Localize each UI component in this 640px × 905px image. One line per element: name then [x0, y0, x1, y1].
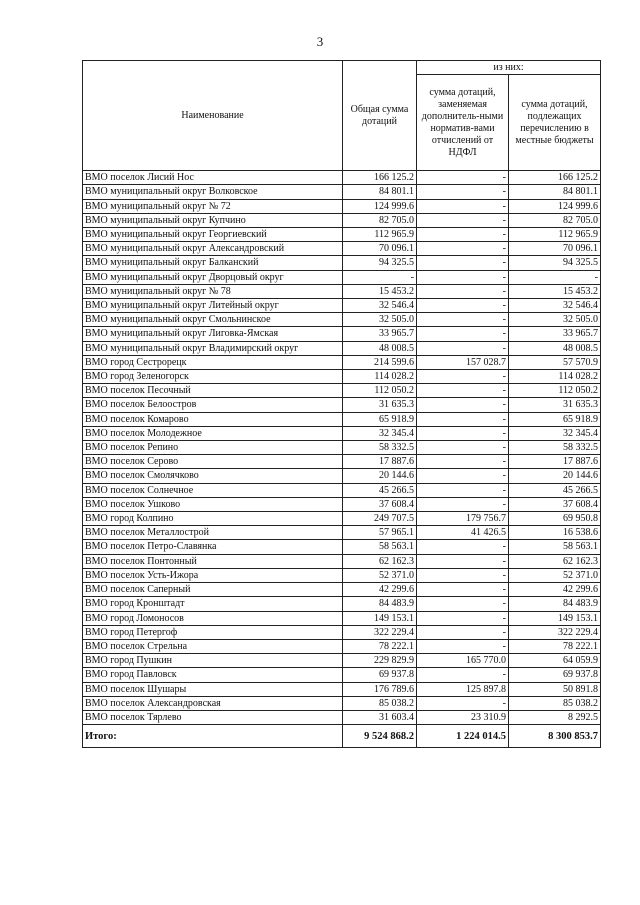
- cell-local: 82 705.0: [509, 213, 601, 227]
- cell-ndfl: -: [417, 341, 509, 355]
- cell-local: 48 008.5: [509, 341, 601, 355]
- cell-total: 214 599.6: [343, 355, 417, 369]
- table-row: [83, 299, 601, 313]
- header-group: из них:: [417, 61, 601, 75]
- table-body: [83, 171, 601, 748]
- header-name: Наименование: [83, 61, 343, 171]
- cell-total: 114 028.2: [343, 370, 417, 384]
- cell-total: 37 608.4: [343, 497, 417, 511]
- total-label: Итого:: [83, 725, 343, 748]
- table-row: [83, 441, 601, 455]
- table-row: [83, 213, 601, 227]
- cell-name: ВМО муниципальный округ Владимирский округ: [83, 341, 343, 355]
- total-local: 8 300 853.7: [509, 725, 601, 748]
- cell-ndfl: 157 028.7: [417, 355, 509, 369]
- table-row: [83, 398, 601, 412]
- table-row: [83, 597, 601, 611]
- cell-name: ВМО поселок Шушары: [83, 682, 343, 696]
- table-row: [83, 696, 601, 710]
- cell-total: 42 299.6: [343, 583, 417, 597]
- cell-local: 112 965.9: [509, 228, 601, 242]
- cell-local: 32 546.4: [509, 299, 601, 313]
- cell-local: 149 153.1: [509, 611, 601, 625]
- cell-name: ВМО поселок Лисий Нос: [83, 171, 343, 185]
- cell-ndfl: -: [417, 639, 509, 653]
- cell-local: 42 299.6: [509, 583, 601, 597]
- cell-ndfl: -: [417, 540, 509, 554]
- table-row: [83, 242, 601, 256]
- cell-ndfl: -: [417, 412, 509, 426]
- cell-ndfl: -: [417, 426, 509, 440]
- cell-ndfl: -: [417, 554, 509, 568]
- cell-name: ВМО муниципальный округ № 78: [83, 284, 343, 298]
- cell-local: 37 608.4: [509, 497, 601, 511]
- cell-local: 17 887.6: [509, 455, 601, 469]
- header-total: Общая сумма дотаций: [343, 61, 417, 171]
- cell-ndfl: -: [417, 284, 509, 298]
- table-row: [83, 668, 601, 682]
- table-row: [83, 455, 601, 469]
- cell-local: 57 570.9: [509, 355, 601, 369]
- cell-local: 65 918.9: [509, 412, 601, 426]
- header-col-a: сумма дотаций, заменяемая дополнитель-ными норматив-вами отчислений от НДФЛ: [417, 75, 509, 171]
- cell-total: 85 038.2: [343, 696, 417, 710]
- cell-local: 124 999.6: [509, 199, 601, 213]
- cell-total: 112 965.9: [343, 228, 417, 242]
- cell-total: 166 125.2: [343, 171, 417, 185]
- cell-name: ВМО поселок Тярлево: [83, 710, 343, 724]
- page-number: 3: [316, 34, 324, 49]
- cell-total: 112 050.2: [343, 384, 417, 398]
- cell-ndfl: 125 897.8: [417, 682, 509, 696]
- cell-ndfl: -: [417, 242, 509, 256]
- cell-name: ВМО город Кронштадт: [83, 597, 343, 611]
- cell-total: 57 965.1: [343, 526, 417, 540]
- cell-name: ВМО город Пушкин: [83, 654, 343, 668]
- cell-name: ВМО поселок Саперный: [83, 583, 343, 597]
- cell-local: 33 965.7: [509, 327, 601, 341]
- table-row: [83, 469, 601, 483]
- table-row: [83, 483, 601, 497]
- cell-local: 166 125.2: [509, 171, 601, 185]
- cell-ndfl: -: [417, 313, 509, 327]
- subsidy-table: [82, 60, 601, 748]
- cell-ndfl: -: [417, 469, 509, 483]
- cell-total: 78 222.1: [343, 639, 417, 653]
- total-row: [83, 725, 601, 748]
- cell-total: 62 162.3: [343, 554, 417, 568]
- cell-local: 69 950.8: [509, 512, 601, 526]
- cell-total: 33 965.7: [343, 327, 417, 341]
- cell-ndfl: -: [417, 256, 509, 270]
- table-row: [83, 185, 601, 199]
- table-row: [83, 554, 601, 568]
- cell-name: ВМО город Сестрорецк: [83, 355, 343, 369]
- cell-ndfl: -: [417, 696, 509, 710]
- table-row: [83, 199, 601, 213]
- cell-name: ВМО муниципальный округ № 72: [83, 199, 343, 213]
- cell-name: ВМО город Павловск: [83, 668, 343, 682]
- table-row: [83, 284, 601, 298]
- cell-ndfl: -: [417, 228, 509, 242]
- cell-ndfl: -: [417, 441, 509, 455]
- cell-total: 31 635.3: [343, 398, 417, 412]
- cell-local: 62 162.3: [509, 554, 601, 568]
- cell-name: ВМО город Петергоф: [83, 625, 343, 639]
- cell-total: 229 829.9: [343, 654, 417, 668]
- cell-ndfl: -: [417, 213, 509, 227]
- cell-local: 114 028.2: [509, 370, 601, 384]
- cell-name: ВМО поселок Понтонный: [83, 554, 343, 568]
- cell-local: 94 325.5: [509, 256, 601, 270]
- cell-ndfl: -: [417, 370, 509, 384]
- table-row: [83, 682, 601, 696]
- cell-local: 58 332.5: [509, 441, 601, 455]
- cell-total: 52 371.0: [343, 568, 417, 582]
- cell-local: 85 038.2: [509, 696, 601, 710]
- cell-name: ВМО муниципальный округ Купчино: [83, 213, 343, 227]
- cell-total: 149 153.1: [343, 611, 417, 625]
- cell-local: 8 292.5: [509, 710, 601, 724]
- cell-name: ВМО поселок Комарово: [83, 412, 343, 426]
- cell-total: 31 603.4: [343, 710, 417, 724]
- cell-name: ВМО поселок Ушково: [83, 497, 343, 511]
- cell-name: ВМО поселок Солнечное: [83, 483, 343, 497]
- cell-ndfl: 23 310.9: [417, 710, 509, 724]
- header-col-b: сумма дотаций, подлежащих перечислению в местные бюджеты: [509, 75, 601, 171]
- cell-ndfl: -: [417, 185, 509, 199]
- table-row: [83, 639, 601, 653]
- cell-ndfl: -: [417, 583, 509, 597]
- cell-local: 78 222.1: [509, 639, 601, 653]
- cell-total: -: [343, 270, 417, 284]
- cell-total: 82 705.0: [343, 213, 417, 227]
- table-row: [83, 654, 601, 668]
- cell-name: ВМО город Ломоносов: [83, 611, 343, 625]
- cell-name: ВМО поселок Смолячково: [83, 469, 343, 483]
- cell-total: 58 332.5: [343, 441, 417, 455]
- cell-local: -: [509, 270, 601, 284]
- cell-total: 65 918.9: [343, 412, 417, 426]
- cell-name: ВМО поселок Репино: [83, 441, 343, 455]
- cell-ndfl: -: [417, 270, 509, 284]
- cell-ndfl: -: [417, 384, 509, 398]
- table-row: [83, 412, 601, 426]
- cell-local: 31 635.3: [509, 398, 601, 412]
- table-row: [83, 384, 601, 398]
- cell-ndfl: -: [417, 483, 509, 497]
- total-ndfl: 1 224 014.5: [417, 725, 509, 748]
- cell-name: ВМО поселок Александровская: [83, 696, 343, 710]
- cell-ndfl: 165 770.0: [417, 654, 509, 668]
- cell-local: 15 453.2: [509, 284, 601, 298]
- cell-name: ВМО поселок Серово: [83, 455, 343, 469]
- cell-total: 17 887.6: [343, 455, 417, 469]
- cell-total: 15 453.2: [343, 284, 417, 298]
- cell-name: ВМО поселок Усть-Ижора: [83, 568, 343, 582]
- cell-ndfl: -: [417, 199, 509, 213]
- cell-total: 94 325.5: [343, 256, 417, 270]
- cell-name: ВМО поселок Петро-Славянка: [83, 540, 343, 554]
- cell-total: 84 483.9: [343, 597, 417, 611]
- cell-ndfl: -: [417, 625, 509, 639]
- table-row: [83, 512, 601, 526]
- cell-total: 84 801.1: [343, 185, 417, 199]
- table-row: [83, 327, 601, 341]
- cell-local: 69 937.8: [509, 668, 601, 682]
- cell-name: ВМО поселок Молодежное: [83, 426, 343, 440]
- cell-name: ВМО муниципальный округ Дворцовый округ: [83, 270, 343, 284]
- table-row: [83, 171, 601, 185]
- total-sum: 9 524 868.2: [343, 725, 417, 748]
- cell-name: ВМО поселок Металлострой: [83, 526, 343, 540]
- cell-local: 112 050.2: [509, 384, 601, 398]
- cell-total: 58 563.1: [343, 540, 417, 554]
- table-row: [83, 426, 601, 440]
- cell-local: 32 345.4: [509, 426, 601, 440]
- cell-name: ВМО муниципальный округ Литейный округ: [83, 299, 343, 313]
- cell-ndfl: -: [417, 568, 509, 582]
- cell-local: 70 096.1: [509, 242, 601, 256]
- cell-ndfl: 41 426.5: [417, 526, 509, 540]
- table-row: [83, 497, 601, 511]
- table-row: [83, 710, 601, 724]
- cell-ndfl: -: [417, 497, 509, 511]
- table-row: [83, 370, 601, 384]
- cell-name: ВМО муниципальный округ Балканский: [83, 256, 343, 270]
- cell-local: 64 059.9: [509, 654, 601, 668]
- table-row: [83, 270, 601, 284]
- cell-local: 84 483.9: [509, 597, 601, 611]
- cell-name: ВМО поселок Стрельна: [83, 639, 343, 653]
- table-row: [83, 625, 601, 639]
- cell-name: ВМО муниципальный округ Смольнинское: [83, 313, 343, 327]
- table-row: [83, 228, 601, 242]
- cell-name: ВМО город Колпино: [83, 512, 343, 526]
- cell-name: ВМО поселок Белоостров: [83, 398, 343, 412]
- cell-total: 322 229.4: [343, 625, 417, 639]
- cell-total: 45 266.5: [343, 483, 417, 497]
- cell-ndfl: -: [417, 455, 509, 469]
- cell-ndfl: -: [417, 171, 509, 185]
- table-row: [83, 526, 601, 540]
- cell-total: 70 096.1: [343, 242, 417, 256]
- cell-total: 32 546.4: [343, 299, 417, 313]
- cell-total: 176 789.6: [343, 682, 417, 696]
- cell-total: 32 505.0: [343, 313, 417, 327]
- cell-total: 249 707.5: [343, 512, 417, 526]
- cell-total: 124 999.6: [343, 199, 417, 213]
- cell-local: 32 505.0: [509, 313, 601, 327]
- table-row: [83, 256, 601, 270]
- table-header: [83, 61, 601, 171]
- table-row: [83, 313, 601, 327]
- cell-local: 45 266.5: [509, 483, 601, 497]
- table-row: [83, 540, 601, 554]
- cell-total: 48 008.5: [343, 341, 417, 355]
- cell-ndfl: -: [417, 398, 509, 412]
- cell-ndfl: -: [417, 611, 509, 625]
- cell-name: ВМО муниципальный округ Александровский: [83, 242, 343, 256]
- cell-local: 58 563.1: [509, 540, 601, 554]
- table-row: [83, 583, 601, 597]
- cell-ndfl: -: [417, 597, 509, 611]
- table-row: [83, 568, 601, 582]
- cell-name: ВМО муниципальный округ Лиговка-Ямская: [83, 327, 343, 341]
- cell-name: ВМО муниципальный округ Волковское: [83, 185, 343, 199]
- cell-ndfl: 179 756.7: [417, 512, 509, 526]
- cell-local: 20 144.6: [509, 469, 601, 483]
- table-row: [83, 611, 601, 625]
- cell-local: 52 371.0: [509, 568, 601, 582]
- cell-local: 84 801.1: [509, 185, 601, 199]
- cell-ndfl: -: [417, 327, 509, 341]
- cell-ndfl: -: [417, 668, 509, 682]
- table-row: [83, 341, 601, 355]
- cell-local: 322 229.4: [509, 625, 601, 639]
- cell-total: 69 937.8: [343, 668, 417, 682]
- cell-ndfl: -: [417, 299, 509, 313]
- cell-local: 16 538.6: [509, 526, 601, 540]
- table-row: [83, 355, 601, 369]
- cell-total: 32 345.4: [343, 426, 417, 440]
- cell-name: ВМО поселок Песочный: [83, 384, 343, 398]
- cell-name: ВМО город Зеленогорск: [83, 370, 343, 384]
- cell-name: ВМО муниципальный округ Георгиевский: [83, 228, 343, 242]
- cell-total: 20 144.6: [343, 469, 417, 483]
- cell-local: 50 891.8: [509, 682, 601, 696]
